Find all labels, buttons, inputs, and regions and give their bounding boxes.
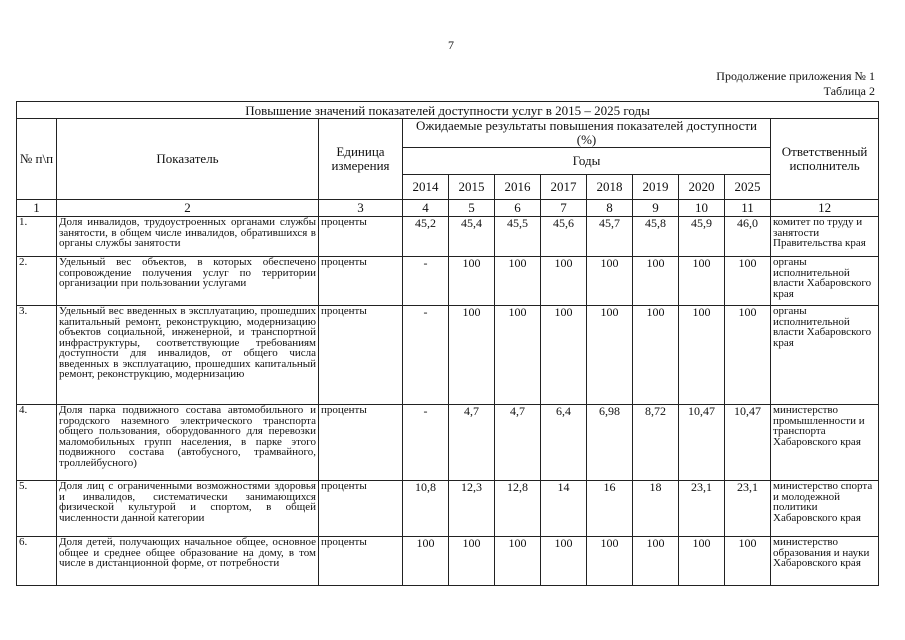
row-value: 12,3: [449, 481, 495, 537]
row-value: 100: [633, 537, 679, 586]
row-value: 100: [587, 537, 633, 586]
row-responsible: министерство спорта и молодежной политики Хабаровского края: [771, 481, 879, 537]
row-value: 10,8: [403, 481, 449, 537]
header-year: 2015: [449, 175, 495, 200]
header-responsible: Ответственный исполнитель: [771, 119, 879, 200]
header-indicator: Показатель: [57, 119, 319, 200]
row-value: 100: [633, 257, 679, 306]
table-row: [17, 257, 879, 306]
column-number: 6: [495, 200, 541, 217]
row-num: 2.: [17, 257, 57, 306]
row-value: 100: [541, 537, 587, 586]
row-num: 6.: [17, 537, 57, 586]
table-row: [17, 217, 879, 257]
row-unit: проценты: [319, 217, 403, 257]
row-responsible: комитет по труду и занятости Правительства края: [771, 217, 879, 257]
row-value: 100: [403, 537, 449, 586]
row-indicator: Доля лиц с ограниченными возможностями здоровья и инвалидов, систематически занимающихся физической культурой и спортом, в общей численности данной категории: [57, 481, 319, 537]
row-indicator: Доля парка подвижного состава автомобильного и городского наземного электрического транспорта общего пользования, оборудованного для перевозки маломобильных групп населения, в парке этого подвижного состава (автобусного, трамвайного, троллейбусного): [57, 405, 319, 481]
row-value: 23,1: [679, 481, 725, 537]
row-value: 100: [587, 257, 633, 306]
row-value: 45,2: [403, 217, 449, 257]
row-value: -: [403, 257, 449, 306]
row-num: 1.: [17, 217, 57, 257]
row-value: 23,1: [725, 481, 771, 537]
row-responsible: органы исполнительной власти Хабаровского края: [771, 257, 879, 306]
row-unit: проценты: [319, 537, 403, 586]
row-value: 45,7: [587, 217, 633, 257]
row-value: 8,72: [633, 405, 679, 481]
row-value: 10,47: [679, 405, 725, 481]
row-responsible: органы исполнительной власти Хабаровского края: [771, 306, 879, 405]
table-row: [17, 481, 879, 537]
table-row: [17, 405, 879, 481]
header-year: 2018: [587, 175, 633, 200]
row-num: 4.: [17, 405, 57, 481]
row-value: 45,6: [541, 217, 587, 257]
row-value: 100: [725, 306, 771, 405]
header-year: 2025: [725, 175, 771, 200]
row-value: 100: [679, 537, 725, 586]
row-value: 100: [679, 306, 725, 405]
row-value: 14: [541, 481, 587, 537]
row-value: 4,7: [495, 405, 541, 481]
row-value: 4,7: [449, 405, 495, 481]
row-value: 45,4: [449, 217, 495, 257]
table-row: [17, 537, 879, 586]
row-value: 10,47: [725, 405, 771, 481]
column-number: 3: [319, 200, 403, 217]
column-number: 11: [725, 200, 771, 217]
column-number: 12: [771, 200, 879, 217]
column-number: 2: [57, 200, 319, 217]
row-value: 100: [725, 537, 771, 586]
row-value: 100: [495, 537, 541, 586]
row-value: 12,8: [495, 481, 541, 537]
row-indicator: Доля детей, получающих начальное общее, основное общее и среднее общее образование на дому, в том числе в дистанционной форме, от потребности: [57, 537, 319, 586]
row-value: 100: [449, 306, 495, 405]
row-value: 100: [541, 306, 587, 405]
row-value: -: [403, 306, 449, 405]
table-row: [17, 306, 879, 405]
row-value: 6,4: [541, 405, 587, 481]
row-value: 45,9: [679, 217, 725, 257]
row-indicator: Удельный вес введенных в эксплуатацию, прошедших капитальный ремонт, реконструкцию, модернизацию объектов социальной, инженерной, и транспортной инфраструктуры, соответствующие требованиям доступности для инвалидов, от общего числа введенных в эксплуатацию, прошедших капитальный ремонт, реконструкцию, модернизацию: [57, 306, 319, 405]
row-num: 5.: [17, 481, 57, 537]
row-indicator: Удельный вес объектов, в которых обеспечено сопровождение получения услуг по территории организации при пользовании услугами: [57, 257, 319, 306]
row-value: 100: [541, 257, 587, 306]
column-number: 1: [17, 200, 57, 217]
header-num: № п\п: [17, 119, 57, 200]
row-indicator: Доля инвалидов, трудоустроенных органами службы занятости, в общем числе инвалидов, обратившихся в органы службы занятости: [57, 217, 319, 257]
row-value: 45,8: [633, 217, 679, 257]
column-number: 8: [587, 200, 633, 217]
header-year: 2016: [495, 175, 541, 200]
row-value: 45,5: [495, 217, 541, 257]
row-value: 100: [449, 537, 495, 586]
row-unit: проценты: [319, 405, 403, 481]
header-year: 2014: [403, 175, 449, 200]
page-number: 7: [448, 38, 454, 52]
header-year: 2019: [633, 175, 679, 200]
row-value: -: [403, 405, 449, 481]
row-responsible: министерство промышленности и транспорта Хабаровского края: [771, 405, 879, 481]
row-value: 16: [587, 481, 633, 537]
column-number: 9: [633, 200, 679, 217]
row-value: 100: [495, 306, 541, 405]
row-unit: проценты: [319, 306, 403, 405]
row-value: 18: [633, 481, 679, 537]
row-responsible: министерство образования и науки Хабаровского края: [771, 537, 879, 586]
row-unit: проценты: [319, 257, 403, 306]
column-number: 4: [403, 200, 449, 217]
table-title: Повышение значений показателей доступности услуг в 2015 – 2025 годы: [17, 102, 879, 119]
header-year: 2017: [541, 175, 587, 200]
appendix-continuation: Продолжение приложения № 1: [716, 69, 875, 83]
row-value: 6,98: [587, 405, 633, 481]
column-number: 5: [449, 200, 495, 217]
row-value: 100: [633, 306, 679, 405]
row-value: 46,0: [725, 217, 771, 257]
row-num: 3.: [17, 306, 57, 405]
column-number: 10: [679, 200, 725, 217]
row-value: 100: [587, 306, 633, 405]
row-value: 100: [725, 257, 771, 306]
row-value: 100: [679, 257, 725, 306]
header-unit: Единица измерения: [319, 119, 403, 200]
accessibility-indicators-table: [16, 101, 879, 586]
row-unit: проценты: [319, 481, 403, 537]
header-expected-results: Ожидаемые результаты повышения показателей доступности (%): [403, 119, 771, 148]
header-year: 2020: [679, 175, 725, 200]
header-years-label: Годы: [403, 148, 771, 175]
column-number: 7: [541, 200, 587, 217]
row-value: 100: [495, 257, 541, 306]
column-number-row: [17, 200, 879, 217]
table-label: Таблица 2: [823, 84, 875, 98]
row-value: 100: [449, 257, 495, 306]
